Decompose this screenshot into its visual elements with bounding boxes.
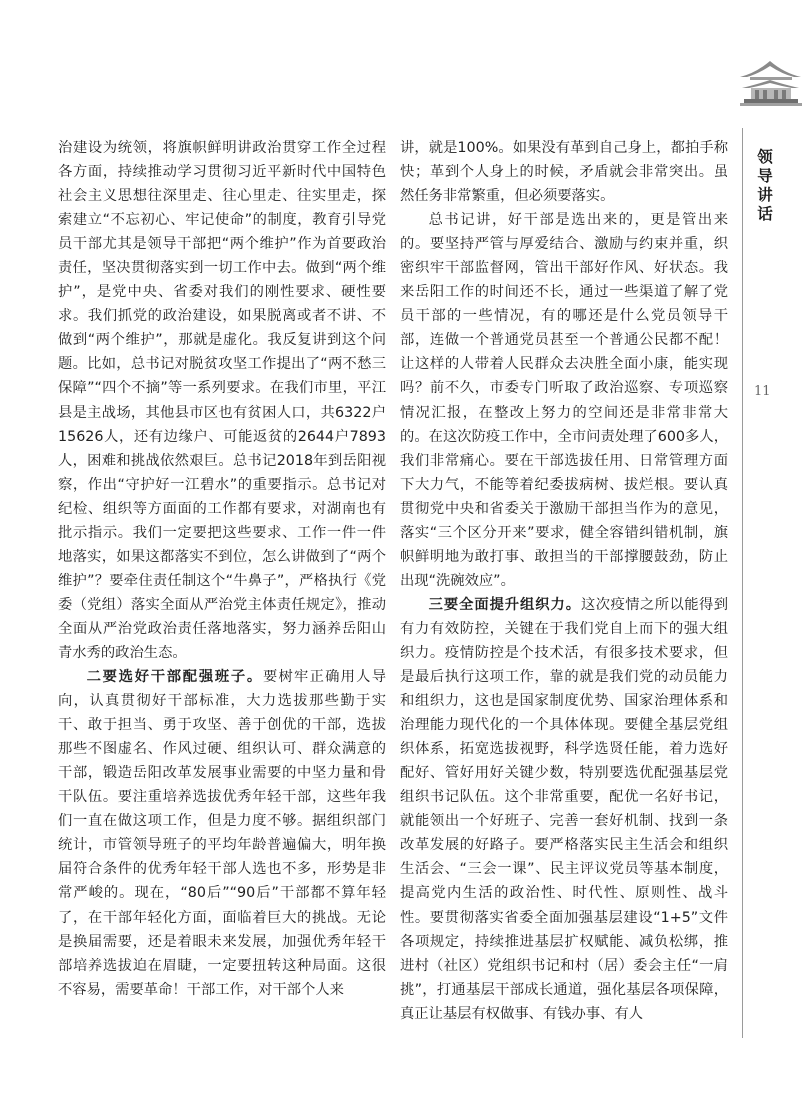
section-title-char: 领 [757,148,773,166]
page-sidebar [736,0,805,1099]
paragraph-cadre-selection [58,665,386,1002]
section-heading-cadres: 二要选好干部配强班子。 [86,669,263,686]
left-column [58,136,386,1002]
section-heading-organization: 三要全面提升组织力。 [428,596,582,613]
pavilion-icon [736,55,805,115]
sidebar-rule [742,128,743,1038]
right-column [400,136,728,1026]
paragraph-cadre-selection-body: 要树牢正确用人导向，认真贯彻好干部标准，大力选拔那些勤于实干、敢于担当、勇于攻坚、善于创优的干部，选拔那些不图虚名、作风过硬、组织认可、群众满意的干部，锻造岳阳改革发展事业需要的中坚力量和骨干队伍。要注重培养选拔优秀年轻干部，这些年我们一直在做这项工作，但是力度不够。据组织部门统计，市管领导班子的平均年龄普遍偏大，明年换届符合条件的优秀年轻干部人选也不多，形势是非常严峻的。现在，“80后”“90后”干部都不算年轻了，在干部年轻化方面，面临着巨大的挑战。无论是换届需要，还是着眼未来发展，加强优秀年轻干部培养选拔迫在眉睫，一定要扭转这种局面。这很不容易，需要革命！干部工作，对干部个人来 [58,669,387,998]
section-title [754,148,776,224]
section-title-char: 讲 [757,186,773,204]
page-number: 11 [754,384,771,399]
section-title-char: 导 [757,167,773,185]
section-title-char: 话 [757,205,773,223]
paragraph-organizational-capacity [400,593,728,1026]
paragraph-reform-continued: 讲，就是100%。如果没有革到自己身上，都拍手称快；革到个人身上的时候，矛盾就会非常突出。虽然任务非常繁重，但必须要落实。 [400,140,728,205]
paragraph-cadre-management: 总书记讲，好干部是选出来的，更是管出来的。要坚持严管与厚爱结合、激励与约束并重，织密织牢干部监督网，管出干部好作风、好状态。我来岳阳工作的时间还不长，通过一些渠道了解了党员干部的一些情况，有的哪还是什么党员领导干部，连做一个普通党员甚至一个普通公民都不配！让这样的人带着人民群众去决胜全面小康，能实现吗？前不久，市委专门听取了政治巡察、专项巡察情况汇报，在整改上努力的空间还是非常非常大的。在这次防疫工作中，全市问责处理了600多人，我们非常痛心。要在干部选拔任用、日常管理方面下大力气，不能等着纪委拔病树、拔烂根。要认真贯彻党中央和省委关于激励干部担当作为的意见，落实“三个区分开来”要求，健全容错纠错机制，旗帜鲜明地为敢打事、敢担当的干部撑腰鼓劲，防止出现“洗碗效应”。 [400,212,728,589]
paragraph-organizational-capacity-body: 这次疫情之所以能得到有力有效防控，关键在于我们党自上而下的强大组织力。疫情防控是个技术活，有很多技术要求，但是最后执行这项工作，靠的就是我们党的动员能力和组织力，这也是国家制度优势、国家治理体系和治理能力现代化的一个具体体现。要健全基层党组织体系，拓宽选拔视野，科学选贤任能，着力选好配好、管好用好关键少数，特别要选优配强基层党组织书记队伍。这个非常重要，配优一名好书记，就能领出一个好班子、完善一套好机制、找到一条改革发展的好路子。要严格落实民主生活会和组织生活会、“三会一课”、民主评议党员等基本制度，提高党内生活的政治性、时代性、原则性、战斗性。要贯彻落实省委全面加强基层建设“1+5”文件各项规定，持续推进基层扩权赋能、减负松绑，推进村（社区）党组织书记和村（居）委会主任“一肩挑”，打通基层干部成长通道，强化基层各项保障，真正让基层有权做事、有钱办事、有人 [400,596,729,1022]
paragraph-political-building: 治建设为统领，将旗帜鲜明讲政治贯穿工作全过程各方面，持续推动学习贯彻习近平新时代中国特色社会主义思想往深里走、往心里走、往实里走，探索建立“不忘初心、牢记使命”的制度，教育引导党员干部尤其是领导干部把“两个维护”作为首要政治责任，坚决贯彻落实到一切工作中去。做到“两个维护”，是党中央、省委对我们的刚性要求、硬性要求。我们抓党的政治建设，如果脱离或者不讲、不做到“两个维护”，那就是虚化。我反复讲到这个问题。比如，总书记对脱贫攻坚工作提出了“两不愁三保障”“四个不摘”等一系列要求。在我们市里，平江县是主战场，其他县市区也有贫困人口，共6322户15626人，还有边缘户、可能返贫的2644户7893人，困难和挑战依然艰巨。总书记2018年到岳阳视察，作出“守护好一江碧水”的重要指示。总书记对纪检、组织等方面面的工作都有要求，对湖南也有批示指示。我们一定要把这些要求、工作一件一件地落实，如果这都落实不到位，怎么讲做到了“两个维护”？要牵住责任制这个“牛鼻子”，严格执行《党委（党组）落实全面从严治党主体责任规定》，推动全面从严治党政治责任落地落实，努力涵养岳阳山青水秀的政治生态。 [58,140,386,661]
